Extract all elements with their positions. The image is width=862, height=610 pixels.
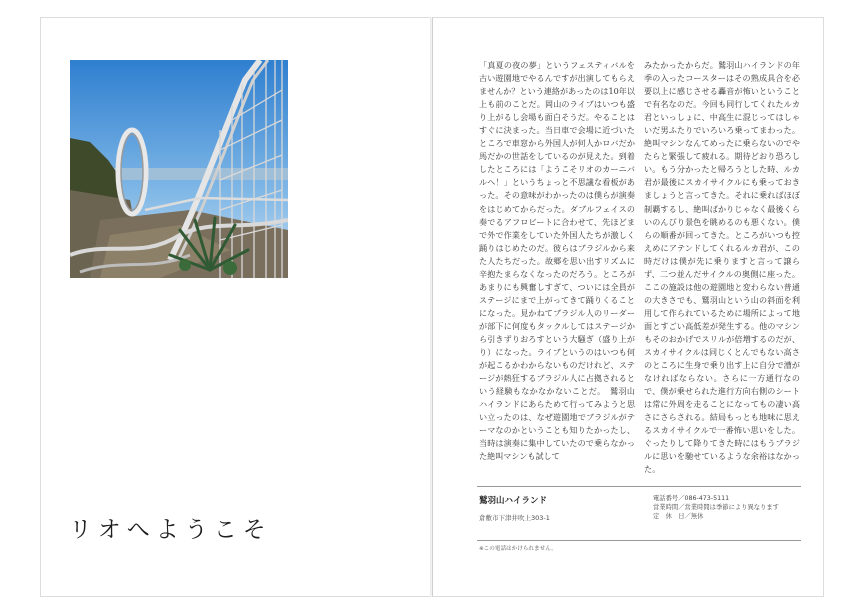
venue-name: 鷲羽山ハイランド	[479, 496, 548, 506]
venue-phone-label: 電話番号／	[653, 495, 685, 502]
venue-details	[653, 494, 779, 521]
left-page	[40, 17, 432, 597]
body-text-column-2: みたかったからだ。鷲羽山ハイランドの年季の入ったコースターはその熟成具合を必要以上に感じさせる轟音が怖いということで有名なのだ。今回も同行してくれたルカ君といっしょに、中高生に混じってはしゃいだ男ふたりでいろいろ乗ってまわった。絶叫マシンなんてめったに乗らないのでやたらと緊張して疲れる。期待どおり恐ろしい。もう分かったと帰ろうとした時、ルカ君が最後にスカイサイクルにも乗っておきましょうと言ってきた。それに乗ればほぼ制覇するし、絶叫ばかりじゃなく最後くらいのんびり景色を眺めるのも悪くない。僕らの順番が回ってきた。ところがいつも控えめにアテンドしてくれるルカ君が、この時だけは僕が先に乗りますと言って譲らず、二つ並んだサイクルの奥側に座った。ここの施設は他の遊園地と変わらない普通の大きさでも、鷲羽山という山の斜面を利用して作られているために場所によって地面とすごい高低差が発生する。他のマシンもそのおかげでスリルが倍増するのだが、スカイサイクルは同じくとんでもない高さのところに生身で乗り出す上に自分で漕がなければならない。さらに一方通行なので、僕が乗せられた進行方向右側のシートは常に外周を走ることになってもの凄い高さにさらされる。結局もっとも地味に思えるスカイサイクルで一番怖い思いをした。ぐったりして降りてきた時にはもうブラジルに思いを馳せているような余裕はなかった。	[644, 60, 800, 475]
venue-phone-line	[653, 494, 779, 503]
right-page	[432, 17, 824, 597]
venue-phone: 086-473-5111	[684, 495, 730, 502]
venue-hours: 営業時間／営業時間は季節により異なります	[653, 504, 779, 511]
venue-address: 倉敷市下津井吹上303-1	[479, 514, 550, 522]
page-title: リオへようこそ	[69, 517, 272, 543]
roller-coaster-photo	[70, 60, 288, 278]
info-top-rule	[477, 486, 801, 487]
venue-note: ※この電話はかけられません。	[479, 546, 557, 552]
body-text-column-1: 「真夏の夜の夢」というフェスティバルを古い遊園地でやるんですが出演してもらえませんか？という連絡があったのは10年以上も前のことだ。岡山のライブはいつも盛り上がるし会場も面白そうだ。やることはすぐに決まった。当日車で会場に近づいたところで車窓から外国人が何人かロバだか馬だかの世話をしているのが見えた。到着したところには「ようこそリオのカーニバルへ！」というちょっと不思議な看板があった。その意味がわかったのは僕らが演奏をはじめてからだった。ダブルフェイスの奏でるアフロビートに合わせて、先ほどまで外で作業をしていた外国人たちが激しく踊りはじめたのだ。彼らはブラジルから来た人たちだった。故郷を思い出すリズムに辛抱たまらなくなったのだろう。ところがあまりにも興奮しすぎて、ついには全員がステージにまで上がってきて踊りくることになった。見かねてブラジル人のリーダーが部下に何度もタックルしてはステージから引きずりおろすという大騒ぎ（盛り上がり）になった。ライブというのはいつも何が起こるかわからないものだけれど、ステージが熱狂するブラジル人に占拠されるという経験もなかなかないことだ。 鷲羽山ハイランドにあらためて行ってみようと思い立ったのは、なぜ遊園地でブラジルがテーマなのかということも知りたかったし、当時は演奏に集中していたので乗らなかった絶叫マシンも試して	[479, 60, 635, 462]
venue-closed: 定 休 日／無休	[653, 513, 704, 520]
info-bottom-rule	[477, 540, 801, 541]
